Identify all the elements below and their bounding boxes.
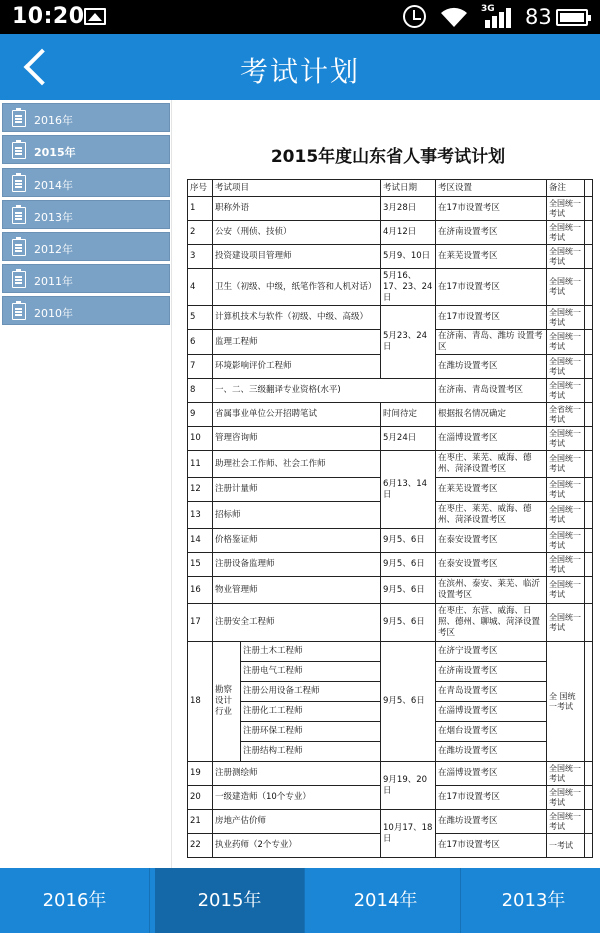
exam-plan-table <box>187 179 593 858</box>
sidebar-item-label: 2012年 <box>34 243 73 256</box>
sidebar-item-2012[interactable] <box>2 232 170 261</box>
alarm-icon <box>403 5 426 28</box>
sidebar-item-2015[interactable] <box>2 135 170 164</box>
table-row: 1 职称外语 3月28日 在17市设置考区 全国统一考试 <box>188 197 593 221</box>
table-header-row <box>188 180 593 197</box>
document-icon <box>12 303 26 320</box>
table-row: 16 物业管理师 9月5、6日 在滨州、泰安、莱芜、临沂设置考区 全国统一考试 <box>188 577 593 604</box>
table-row: 6 监理工程师 在济南、青岛、潍坊 设置考区 全国统一考试 <box>188 330 593 355</box>
table-row: 注册电气工程师 在济南设置考区 <box>188 662 593 682</box>
sidebar-item-2016[interactable] <box>2 103 170 132</box>
table-row: 注册环保工程师 在烟台设置考区 <box>188 722 593 742</box>
app-header <box>0 34 600 100</box>
tab-2016[interactable]: 2016年 <box>0 868 150 933</box>
table-row: 2 公安（刑侦、技侦） 4月12日 在济南设置考区 全国统一考试 <box>188 221 593 245</box>
table-row: 14 价格鉴证师 9月5、6日 在泰安设置考区 全国统一考试 <box>188 529 593 553</box>
wifi-icon <box>440 6 468 28</box>
sidebar-item-label: 2015年 <box>34 146 76 159</box>
battery-level: 83 <box>525 5 552 29</box>
table-row: 17 注册安全工程师 9月5、6日 在枣庄、东营、威海、日照、德州、聊城、菏泽设置考区 全国统一考试 <box>188 604 593 642</box>
header-cell: 序号 <box>188 180 213 197</box>
table-row: 9 省属事业单位公开招聘笔试 时间待定 根据报名情况确定 全省统一考试 <box>188 403 593 427</box>
sidebar-item-label: 2016年 <box>34 114 73 127</box>
clock: 10:20 <box>12 4 85 29</box>
tab-2013[interactable]: 2013年 <box>501 890 566 911</box>
table-row: 22 执业药师（2个专业） 在17市设置考区 一考试 <box>188 834 593 858</box>
header-cell: 考试日期 <box>381 180 436 197</box>
table-row: 注册化工工程师 在淄博设置考区 <box>188 702 593 722</box>
year-sidebar <box>0 100 172 868</box>
document-icon <box>12 239 26 256</box>
table-row: 15 注册设备监理师 9月5、6日 在泰安设置考区 全国统一考试 <box>188 553 593 577</box>
table-row: 11 助理社会工作师、社会工作师 6月13、14日 在枣庄、莱芜、威海、德州、菏泽设置考区 全国统一考试 <box>188 451 593 478</box>
document-icon <box>12 175 26 192</box>
exam-plan-document[interactable] <box>176 100 600 868</box>
table-row: 18 勘察设计行业 注册土木工程师 9月5、6日 在济宁设置考区 全 国统一考试 <box>188 642 593 662</box>
table-row: 3 投资建设项目管理师 5月9、10日 在莱芜设置考区 全国统一考试 <box>188 245 593 269</box>
sidebar-item-2010[interactable] <box>2 296 170 325</box>
table-row: 21 房地产估价师 10月17、18日 在潍坊设置考区 全国统一考试 <box>188 810 593 834</box>
table-row: 7 环境影响评价工程师 在潍坊设置考区 全国统一考试 <box>188 355 593 379</box>
table-row: 4 卫生（初级、中级，纸笔作答和人机对话） 5月16、17、23、24日 在17市设置考区 全国统一考试 <box>188 269 593 306</box>
sidebar-item-2014[interactable] <box>2 168 170 197</box>
table-row: 12 注册计量师 在莱芜设置考区 全国统一考试 <box>188 478 593 502</box>
signal-icon <box>481 6 515 28</box>
header-cell: 考区设置 <box>436 180 547 197</box>
table-row: 19 注册测绘师 9月19、20日 在淄博设置考区 全国统一考试 <box>188 762 593 786</box>
status-bar <box>0 0 600 34</box>
table-row: 注册结构工程师 在潍坊设置考区 <box>188 742 593 762</box>
table-row: 20 一级建造师（10个专业） 在17市设置考区 全国统一考试 <box>188 786 593 810</box>
network-type: 3G <box>481 4 495 14</box>
bottom-tab-bar <box>0 868 600 933</box>
table-row: 8 一、二、三级翻译专业资格(水平) 在济南、青岛设置考区 全国统一考试 <box>188 379 593 403</box>
table-row: 注册公用设备工程师 在青岛设置考区 <box>188 682 593 702</box>
sidebar-item-2011[interactable] <box>2 264 170 293</box>
sidebar-item-label: 2010年 <box>34 307 73 320</box>
document-icon <box>12 207 26 224</box>
table-row: 10 管理咨询师 5月24日 在淄博设置考区 全国统一考试 <box>188 427 593 451</box>
sidebar-item-label: 2013年 <box>34 211 73 224</box>
page-title: 考试计划 <box>239 55 360 88</box>
sidebar-item-2013[interactable] <box>2 200 170 229</box>
sidebar-item-label: 2014年 <box>34 179 73 192</box>
header-cell: 备注 <box>547 180 585 197</box>
tab-2014[interactable]: 2014年 <box>311 868 461 933</box>
tab-2015[interactable]: 2015年 <box>155 868 305 933</box>
document-icon <box>12 110 26 127</box>
table-row: 5 计算机技术与软件（初级、中级、高级） 5月23、24日 在17市设置考区 全国统一考试 <box>188 306 593 330</box>
document-icon <box>12 271 26 288</box>
gallery-icon <box>84 8 106 25</box>
battery-icon <box>556 9 588 26</box>
sidebar-item-label: 2011年 <box>34 275 73 288</box>
document-title: 2015年度山东省人事考试计划 <box>270 147 506 167</box>
table-row: 13 招标师 在枣庄、莱芜、威海、德州、菏泽设置考区 全国统一考试 <box>188 502 593 529</box>
document-icon <box>12 142 26 159</box>
header-cell: 考试项目 <box>213 180 381 197</box>
